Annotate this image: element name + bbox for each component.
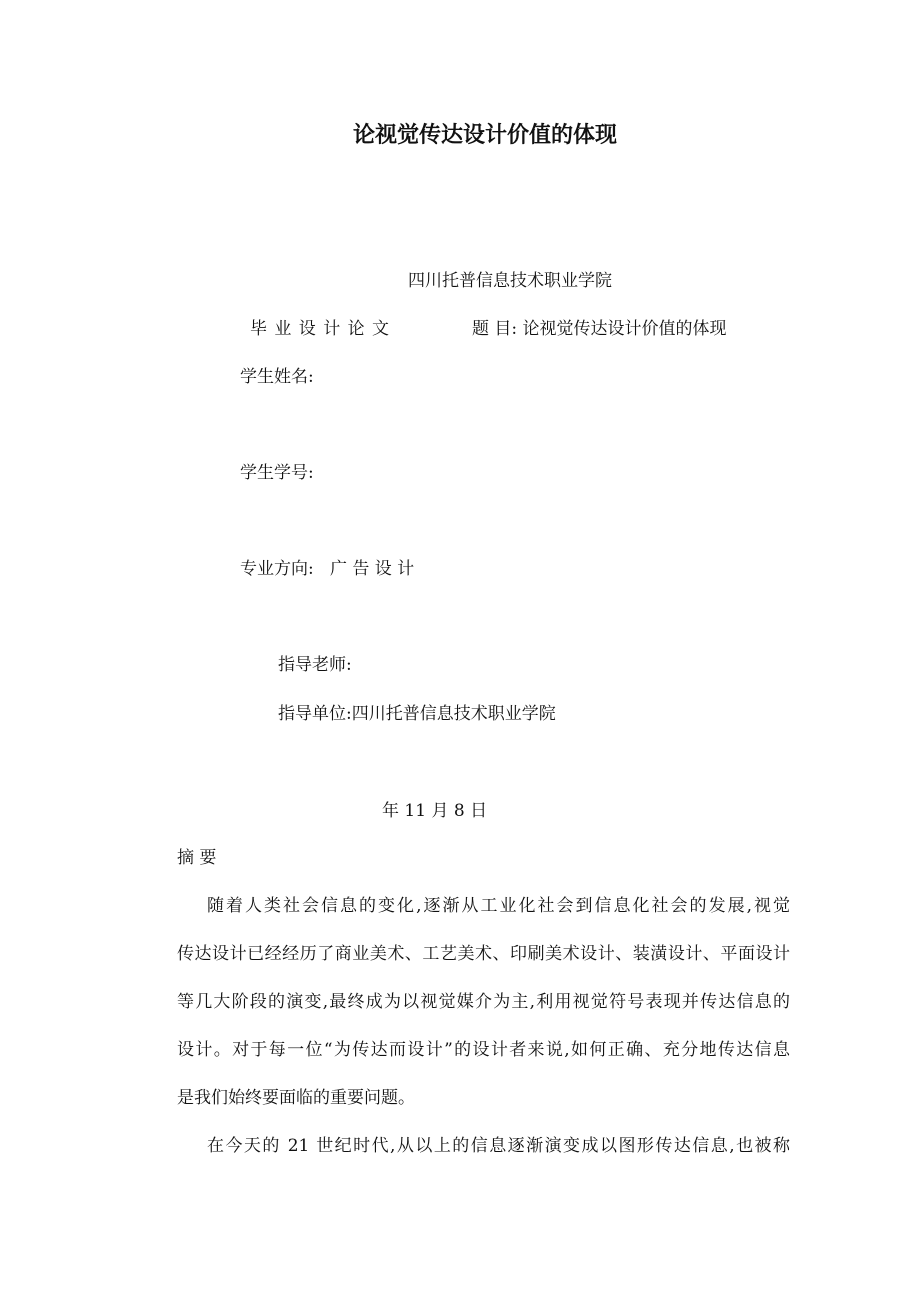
- paragraph-line: 传达设计已经经历了商业美术、工艺美术、印刷美术设计、装潢设计、平面设计: [177, 944, 790, 964]
- paragraph-line: 设计。对于每一位“为传达而设计”的设计者来说,如何正确、充分地传达信息: [177, 1040, 790, 1060]
- paragraph-line: 等几大阶段的演变,最终成为以视觉媒介为主,利用视觉符号表现并传达信息的: [177, 992, 790, 1012]
- thesis-topic: 题 目: 论视觉传达设计价值的体现: [472, 319, 727, 339]
- advisor-unit: 指导单位:四川托普信息技术职业学院: [278, 704, 556, 724]
- major-field: 专业方向: 广 告 设 计: [240, 559, 415, 579]
- paragraph-line: 是我们始终要面临的重要问题。: [177, 1088, 415, 1108]
- advisor-label: 指导老师:: [278, 655, 352, 675]
- abstract-heading: 摘 要: [177, 848, 217, 868]
- student-id-label: 学生学号:: [240, 463, 314, 483]
- student-name-label: 学生姓名:: [240, 367, 314, 387]
- paragraph-line: 随着人类社会信息的变化,逐渐从工业化社会到信息化社会的发展,视觉: [207, 896, 790, 916]
- date: 年 11 月 8 日: [382, 801, 488, 821]
- paragraph-line: 在今天的 21 世纪时代,从以上的信息逐渐演变成以图形传达信息,也被称: [207, 1136, 790, 1156]
- thesis-label: 毕 业 设 计 论 文: [250, 319, 391, 339]
- document-title: 论视觉传达设计价值的体现: [352, 122, 617, 148]
- school-name: 四川托普信息技术职业学院: [408, 271, 612, 291]
